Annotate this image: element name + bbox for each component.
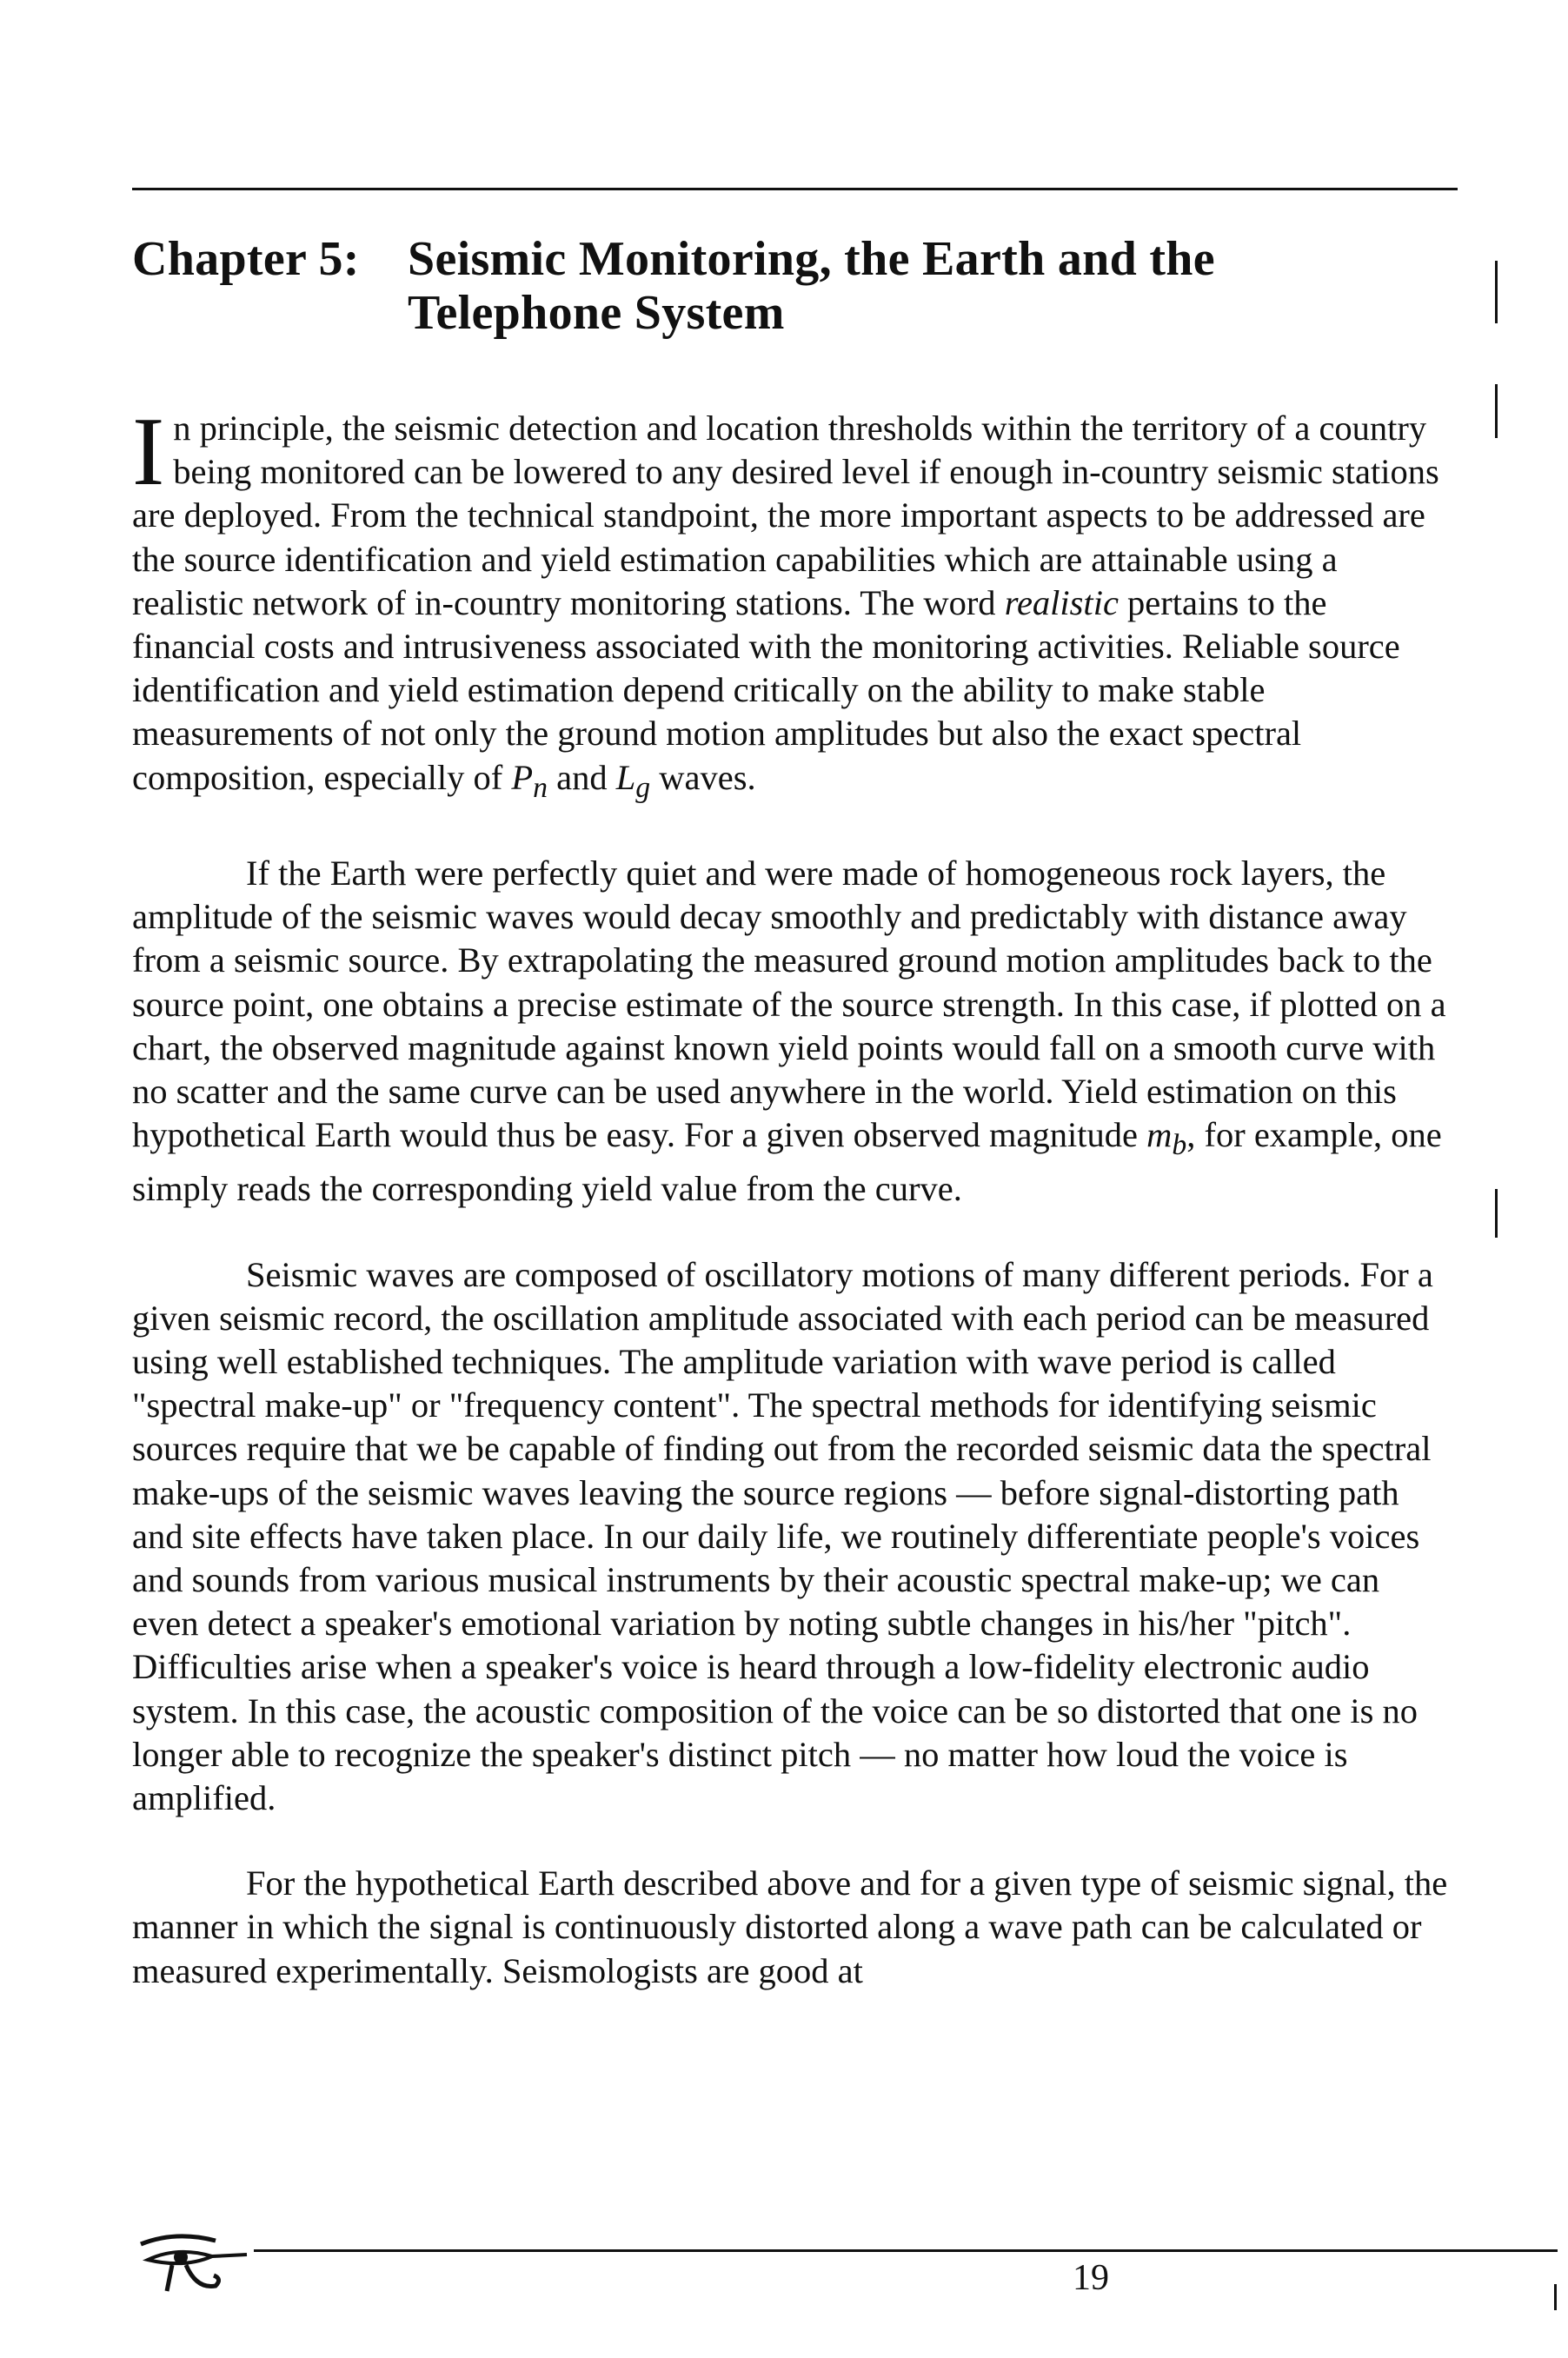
page-number: 19 — [1073, 2258, 1109, 2298]
chapter-title — [408, 233, 1384, 340]
change-bar — [1495, 384, 1498, 438]
chapter-heading — [132, 233, 1384, 340]
emphasis-realistic: realistic — [1004, 582, 1119, 622]
header-rule — [132, 188, 1458, 190]
page-footer — [132, 2225, 1566, 2329]
symbol-pn: $P_n$ — [511, 757, 548, 804]
paragraph-1-text-b: pertains to the financial costs and intrusiveness associated with the monitoring activities. Reliable source identification and yield estimation depend critically on the ability to make stable measurements of not only the ground motion amplitudes but also the exact spectral composition, especially of — [132, 582, 1400, 797]
paragraph-4: For the hypothetical Earth described above and for a given type of seismic signal, the manner in which the signal is continuously distorted along a wave path can be calculated or measured experimentally. Seismologists are good at — [132, 1863, 1448, 1990]
change-bar — [1495, 261, 1498, 323]
paragraph-2-text-b: , for example, one simply reads the corresponding yield value from the curve. — [132, 1115, 1442, 1209]
paragraph-1-text-d: waves. — [650, 757, 756, 797]
paragraph-1-text-a: n principle, the seismic detection and location thresholds within the territory of a country being monitored can be lowered to any desired level if enough in-country seismic stations are deployed. From the technical standpoint, the more important aspects to be addressed are the source identification and yield estimation capabilities which are attainable using a realistic network of in-country monitoring stations. The word — [132, 408, 1439, 622]
paragraph-2 — [132, 852, 1453, 1212]
symbol-lg: $L_g$ — [615, 757, 651, 804]
change-bar — [1495, 1189, 1498, 1238]
body-text — [132, 398, 1453, 2035]
paragraph-2-text-a: If the Earth were perfectly quiet and were made of homogeneous rock layers, the amplitude of the seismic waves would decay smoothly and predictably with distance away from a seismic source. By extrapolating the measured ground motion amplitudes back to the source point, one obtains a precise estimate of the source strength. In this case, if plotted on a chart, the observed magnitude against known yield points would fall on a smooth curve with no scatter and the same curve can be used anywhere in the world. Yield estimation on this hypothetical Earth would thus be easy. For a given observed magnitude — [132, 853, 1446, 1155]
paragraph-1 — [132, 398, 1453, 810]
drop-cap: I — [132, 398, 165, 506]
chapter-title-line-2: Telephone System — [408, 285, 785, 340]
chapter-label: Chapter 5: — [132, 232, 360, 286]
paragraph-3: Seismic waves are composed of oscillatory motions of many different periods. For a given seismic record, the oscillation amplitude associated with each period can be measured using well established techniques. The amplitude variation with wave period is called "spectral make-up" or "frequency content". The spectral methods for identifying seismic sources require that we be capable of finding out from the recorded seismic data the spectral make-ups of the seismic waves leaving the source regions — before signal-distorting path and site effects have taken place. In our daily life, we routinely differentiate people's voices and sounds from various musical instruments by their acoustic spectral make-up; we can even detect a speaker's emotional variation by noting subtle changes in his/her "pitch". Difficulties arise when a speaker's voice is heard through a low-fidelity electronic audio system. In this case, the acoustic composition of the voice can be so distorted that one is no longer able to recognize the speaker's distinct pitch — no matter how loud the voice is amplified. — [132, 1254, 1433, 1818]
chapter-title-line-1: Seismic Monitoring, the Earth and the — [408, 232, 1215, 286]
symbol-mb: $m_b$ — [1146, 1115, 1187, 1162]
change-bar — [1554, 2284, 1557, 2310]
paragraph-1-text-c: and — [548, 757, 616, 797]
footer-rule — [254, 2249, 1558, 2252]
eye-of-horus-icon — [132, 2228, 254, 2298]
